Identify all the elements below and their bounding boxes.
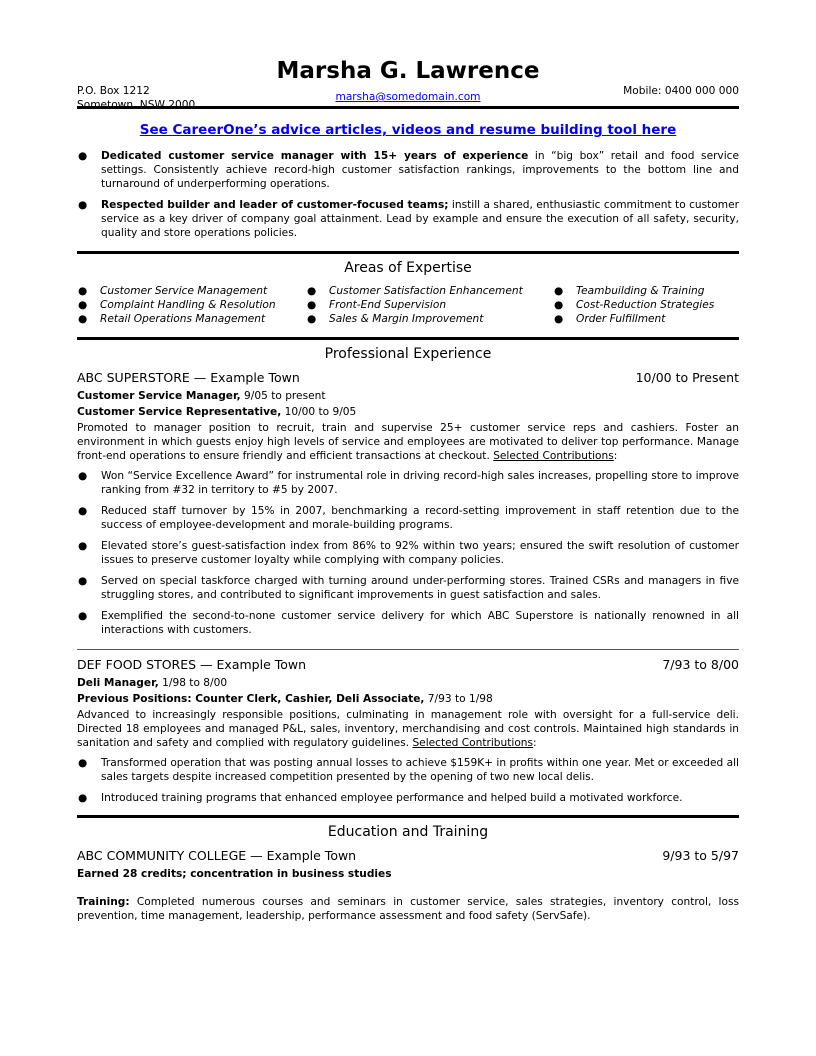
mobile-number: Mobile: 0400 000 000: [623, 85, 739, 97]
contribution-item: [77, 504, 739, 532]
school-name: ABC COMMUNITY COLLEGE — Example Town: [77, 848, 357, 863]
contribution-list: [77, 469, 739, 637]
bullet-icon: ●: [78, 470, 88, 482]
summary-list: [77, 149, 739, 240]
contribution-text: Introduced training programs that enhanced employee performance and helped build a motivated workforce.: [101, 792, 683, 804]
bullet-icon: ●: [554, 299, 564, 311]
bullet-icon: ●: [554, 285, 564, 297]
address-line: Sometown, NSW 2000: [77, 99, 196, 111]
bullet-icon: ●: [78, 150, 88, 162]
contact-info: [77, 84, 739, 111]
divider: [77, 337, 739, 340]
contribution-text: Reduced staff turnover by 15% in 2007, benchmarking a record-setting improvement in staff retention due to the success of employee-development and morale-building programs.: [101, 505, 739, 531]
expertise-label: Cost-Reduction Strategies: [576, 299, 715, 311]
bullet-icon: ●: [78, 285, 88, 297]
contribution-item: [77, 609, 739, 637]
bullet-icon: ●: [78, 540, 88, 552]
expertise-label: Sales & Margin Improvement: [329, 313, 484, 325]
contributions-label: Selected Contributions: [412, 737, 534, 749]
expertise-column: [553, 284, 739, 326]
bullet-icon: ●: [78, 313, 88, 325]
bullet-icon: ●: [78, 792, 88, 804]
company-line: [77, 657, 739, 673]
summary-text: instill a shared, enthusiastic commitment to customer service as a key driver of company goal attainment. Lead by example and ensure the execution of all safety, security, quality and store operations policies.: [101, 199, 739, 239]
bullet-icon: ●: [78, 757, 88, 769]
contributions-label: Selected Contributions: [493, 450, 614, 462]
expertise-label: Customer Service Management: [100, 285, 268, 297]
section-title-education: Education and Training: [327, 824, 489, 840]
expertise-item: [306, 312, 553, 326]
job-description: Promoted to manager position to recruit, train and supervise 25+ customer service reps and cashiers. Foster an environment in which guests enjoy high levels of service and employees are motivated to deliver top performance. Manage front-end operations to ensure friendly and efficient transactions at checkout. Selected Contributions:: [77, 422, 739, 462]
email-link[interactable]: marsha@somedomain.com: [335, 91, 481, 103]
role: [77, 405, 739, 419]
contribution-text: Exemplified the second-to-none customer service delivery for which ABC Superstore is nationally renowned in all interactions with customers.: [101, 610, 739, 636]
bullet-icon: ●: [78, 610, 88, 622]
divider: [77, 815, 739, 818]
school-line: [77, 848, 739, 864]
summary-item: [77, 198, 739, 240]
role-title: Deli Manager,: [77, 677, 159, 689]
expertise-item: [77, 312, 306, 326]
job-def-food-stores: [77, 657, 739, 805]
contribution-item: [77, 574, 739, 602]
role-title: Previous Positions: Counter Clerk, Cashier, Deli Associate,: [77, 693, 425, 705]
training: [77, 895, 739, 923]
expertise-item: [77, 298, 306, 312]
expertise-item: [553, 298, 739, 312]
role: [77, 389, 739, 403]
role: [77, 676, 739, 690]
summary-highlight: Respected builder and leader of customer-focused teams;: [101, 199, 449, 211]
expertise-item: [306, 284, 553, 298]
summary-highlight: Dedicated customer service manager with 15+ years of experience: [101, 150, 529, 162]
role-title: Customer Service Manager,: [77, 390, 241, 402]
training-text: Completed numerous courses and seminars in customer service, sales strategies, inventory control, loss prevention, time management, leadership, performance assessment and food safety (ServSafe).: [77, 896, 739, 922]
bullet-icon: ●: [307, 299, 317, 311]
description-text: Advanced to increasingly responsible positions, culminating in management role with oversight for a full-service deli. Directed 18 employees and managed P&L, sales, inventory, merchandising and cost controls. Maintained high standards in sanitation and safety and complied with regulatory guidelines.: [77, 709, 739, 749]
expertise-item: [306, 298, 553, 312]
company-line: [77, 370, 739, 386]
contribution-item: [77, 469, 739, 497]
contribution-text: Elevated store’s guest-satisfaction index from 86% to 92% within two years; ensured the swift resolution of customer issues to preserve customer loyalty while complying with company policies.: [101, 540, 739, 566]
role-dates: 10/00 to 9/05: [281, 406, 357, 418]
bullet-icon: ●: [307, 313, 317, 325]
expertise-label: Teambuilding & Training: [576, 285, 705, 297]
company-name: DEF FOOD STORES — Example Town: [77, 657, 307, 672]
expertise-item: [553, 312, 739, 326]
bullet-icon: ●: [307, 285, 317, 297]
expertise-column: [77, 284, 306, 326]
role-dates: 9/05 to present: [240, 390, 326, 402]
school-dates: 9/93 to 5/97: [662, 848, 739, 863]
contribution-text: Transformed operation that was posting annual losses to achieve $159K+ in profits within one year. Met or exceeded all sales targets despite increased competition presented by the opening of two new local delis.: [101, 757, 739, 783]
job-dates: 10/00 to Present: [635, 370, 739, 385]
bullet-icon: ●: [78, 199, 88, 211]
description-text: Promoted to manager position to recruit, train and supervise 25+ customer service reps and cashiers. Foster an environment in which guests enjoy high levels of service and employees are motivated to deliver top performance. Manage front-end operations to ensure friendly and efficient transactions at checkout.: [77, 422, 739, 462]
divider: [77, 649, 739, 650]
company-name: ABC SUPERSTORE — Example Town: [77, 370, 300, 385]
expertise-label: Customer Satisfaction Enhancement: [329, 285, 523, 297]
contribution-text: Won “Service Excellence Award” for instrumental role in driving record-high sales increases, propelling store to improve ranking from #32 in territory to #5 by 2007.: [101, 470, 739, 496]
contribution-list: [77, 756, 739, 805]
role-dates: 1/98 to 8/00: [158, 677, 228, 689]
section-title-expertise: Areas of Expertise: [344, 260, 472, 276]
summary-item: [77, 149, 739, 191]
role-title: Customer Service Representative,: [77, 406, 282, 418]
expertise-item: [77, 284, 306, 298]
training-label: Training:: [77, 896, 130, 908]
divider: [77, 251, 739, 254]
expertise-label: Retail Operations Management: [100, 313, 266, 325]
job-description: Advanced to increasingly responsible positions, culminating in management role with oversight for a full-service deli. Directed 18 employees and managed P&L, sales, inventory, merchandising and cost controls. Maintained high standards in sanitation and safety and complied with regulatory guidelines. Selected Contributions:: [77, 709, 739, 749]
contribution-item: [77, 539, 739, 567]
expertise-label: Complaint Handling & Resolution: [100, 299, 276, 311]
resume: [77, 56, 739, 929]
bullet-icon: ●: [78, 575, 88, 587]
expertise-column: [306, 284, 553, 326]
applicant-name: Marsha G. Lawrence: [276, 58, 540, 84]
summary-text: in “big box” retail and food service settings. Consistently achieve record-high customer satisfaction rankings, improvements to the bottom line and turnaround of underperforming operations.: [101, 150, 739, 190]
expertise-item: [553, 284, 739, 298]
expertise-label: Order Fulfillment: [576, 313, 666, 325]
contribution-item: [77, 756, 739, 784]
expertise-label: Front-End Supervision: [329, 299, 447, 311]
contribution-text: Served on special taskforce charged with turning around under-performing stores. Trained CSRs and managers in five struggling stores, and contributed to significant improvements in guest satisfaction and sales.: [101, 575, 739, 601]
job-abc-superstore: [77, 370, 739, 637]
role-dates: 7/93 to 1/98: [424, 693, 493, 705]
address-line: P.O. Box 1212: [77, 85, 150, 97]
bullet-icon: ●: [554, 313, 564, 325]
credits: Earned 28 credits; concentration in business studies: [77, 868, 392, 880]
careerone-link[interactable]: See CareerOne’s advice articles, videos and resume building tool here: [139, 122, 677, 138]
bullet-icon: ●: [78, 299, 88, 311]
job-dates: 7/93 to 8/00: [662, 657, 739, 672]
role: [77, 692, 739, 706]
contribution-item: [77, 791, 739, 805]
section-title-experience: Professional Experience: [324, 346, 492, 362]
bullet-icon: ●: [78, 505, 88, 517]
expertise-grid: [77, 284, 739, 326]
